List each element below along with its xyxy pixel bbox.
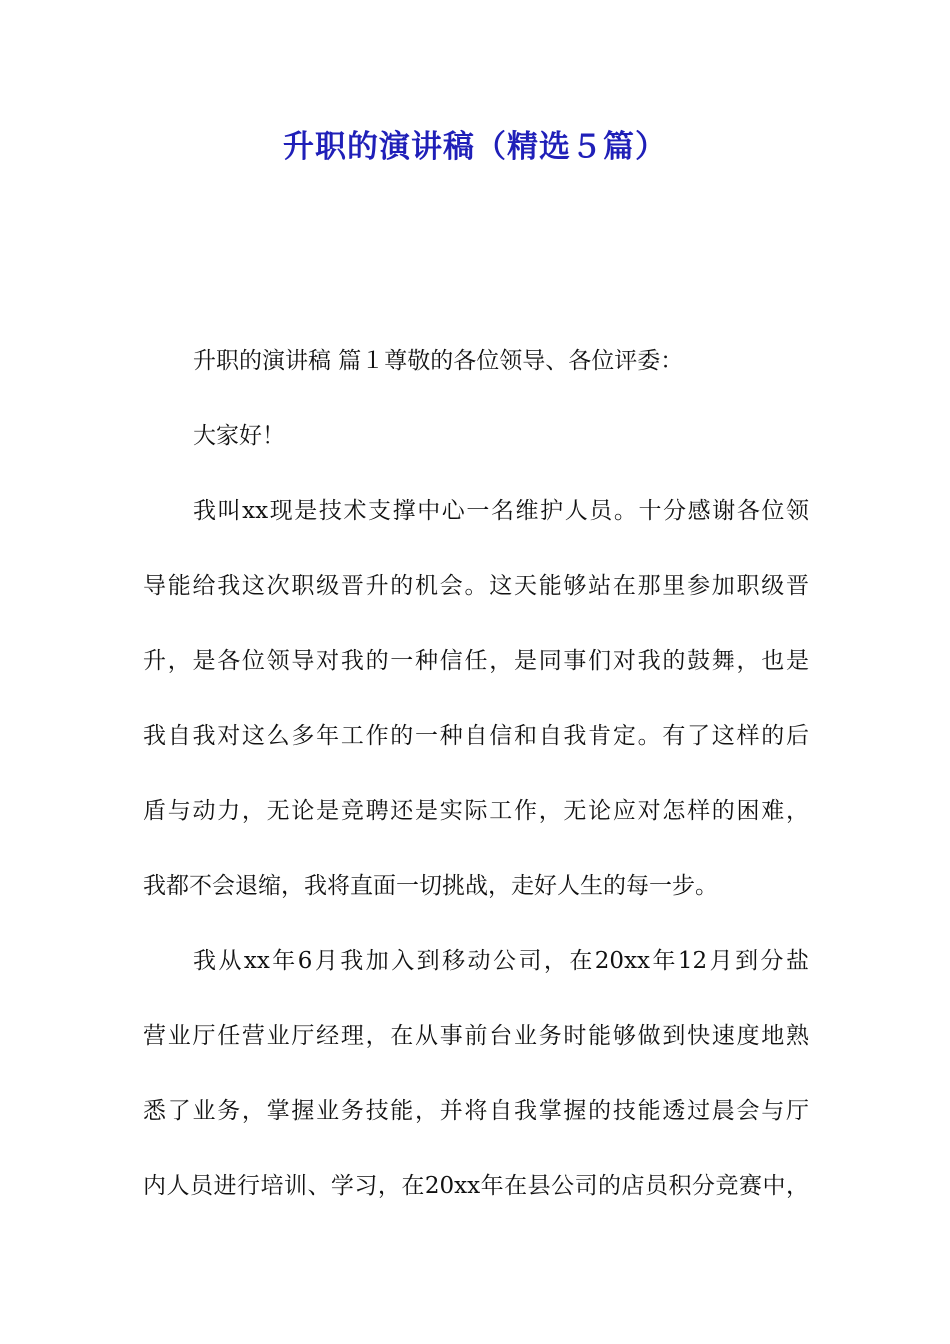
paragraph-line: 升职的演讲稿 篇１尊敬的各位领导、各位评委： bbox=[193, 348, 684, 374]
document-body bbox=[143, 339, 809, 1239]
paragraph-line: 我都不会退缩，我将直面一切挑战，走好人生的每一步。 bbox=[143, 873, 718, 899]
paragraph-line: 大家好！ bbox=[193, 423, 285, 449]
paragraph-line: 悉了业务，掌握业务技能，并将自我掌握的技能透过晨会与厅 bbox=[143, 1098, 809, 1124]
paragraph-line: 盾与动力，无论是竞聘还是实际工作，无论应对怎样的困难， bbox=[143, 798, 809, 824]
paragraph-line: 我叫xx现是技术支撑中心一名维护人员。十分感谢各位领 bbox=[193, 498, 809, 524]
paragraph-line: 导能给我这次职级晋升的机会。这天能够站在那里参加职级晋 bbox=[143, 573, 809, 599]
paragraph-line: 升，是各位领导对我的一种信任，是同事们对我的鼓舞，也是 bbox=[143, 648, 809, 674]
paragraph-line: 内人员进行培训、学习，在20xx年在县公司的店员积分竞赛中， bbox=[143, 1173, 809, 1199]
paragraph-line: 我自我对这么多年工作的一种自信和自我肯定。有了这样的后 bbox=[143, 723, 809, 749]
paragraph-line: 我从xx年6月我加入到移动公司，在20xx年12月到分盐 bbox=[193, 948, 809, 974]
document-title: 升职的演讲稿（精选５篇） bbox=[283, 129, 667, 165]
paragraph-line: 营业厅任营业厅经理，在从事前台业务时能够做到快速度地熟 bbox=[143, 1023, 809, 1049]
